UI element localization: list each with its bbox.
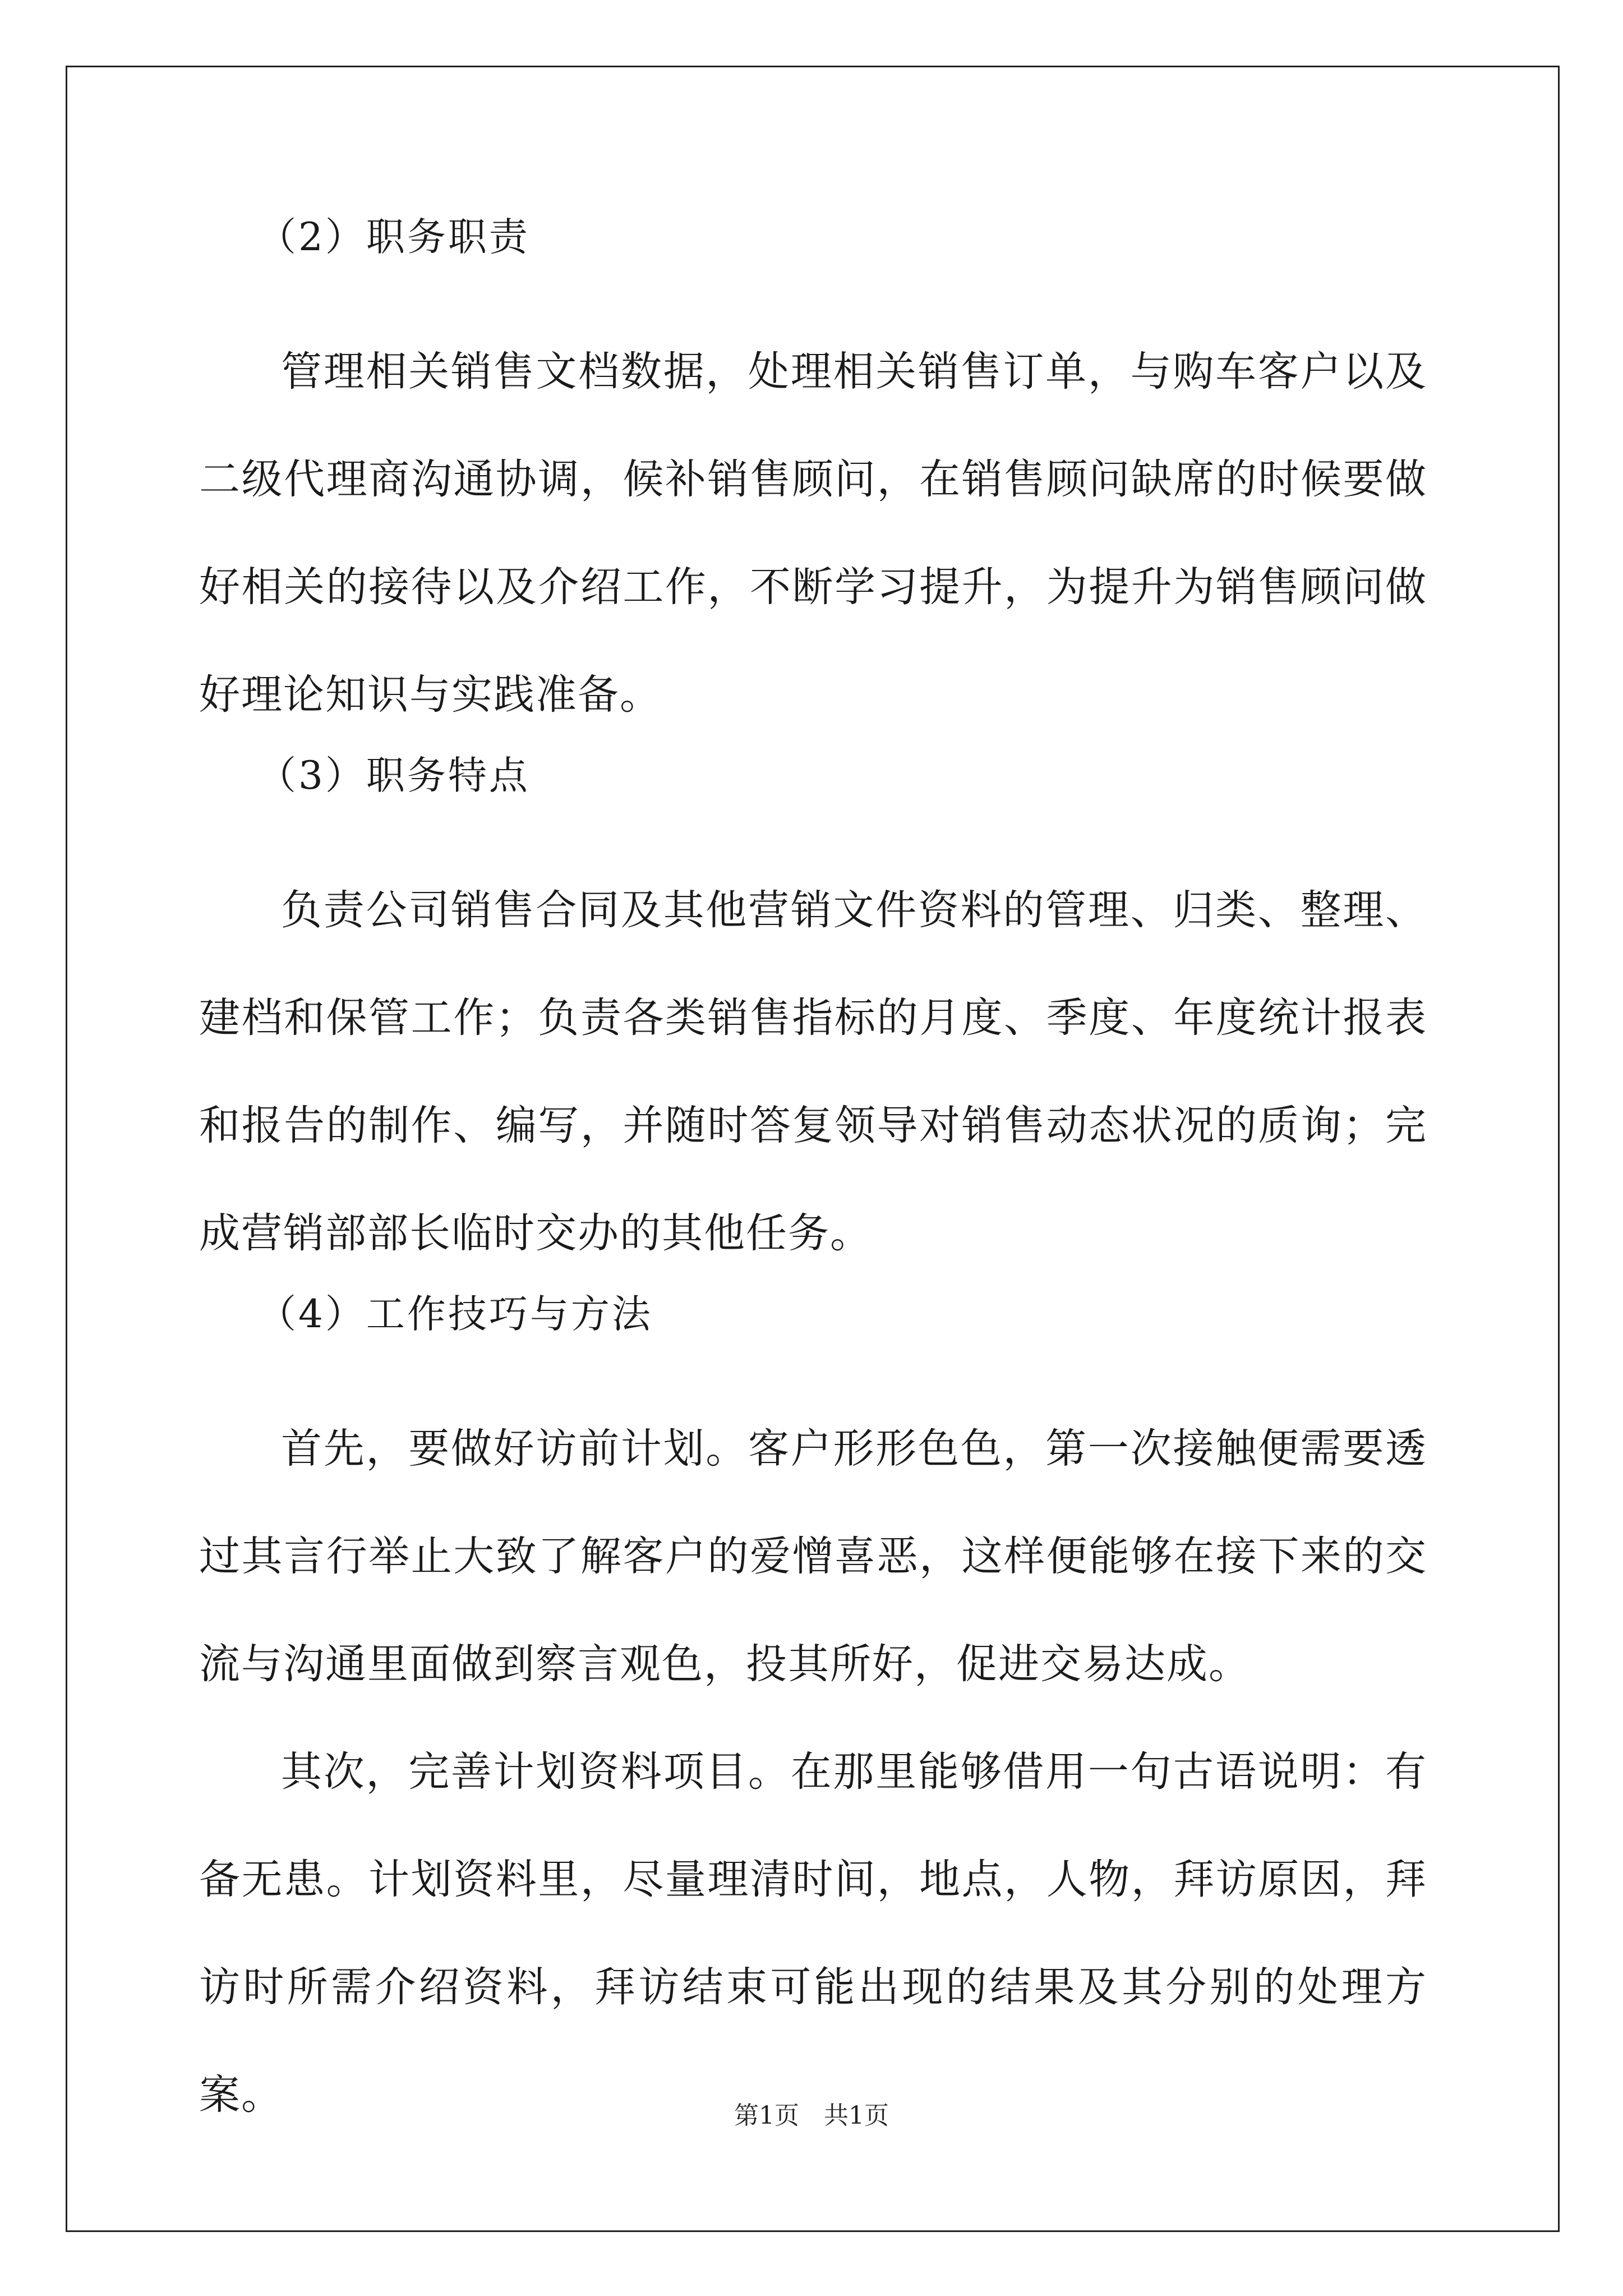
section-heading: （2）职务职责 <box>257 215 530 260</box>
paragraph: 首先，要做好访前计划。客户形形色色，第一次接触便需要透过其言行举止大致了解客户的爱憎喜恶，这样便能够在接下来的交流与沟通里面做到察言观色，投其所好，促进交易达成。 <box>199 1425 1427 1688</box>
section-heading: （3）职务特点 <box>257 753 530 798</box>
paragraph: 管理相关销售文档数据，处理相关销售订单，与购车客户以及二级代理商沟通协调，候补销售顾问，在销售顾问缺席的时候要做好相关的接待以及介绍工作，不断学习提升，为提升为销售顾问做好理论知识与实践准备。 <box>199 348 1427 719</box>
paragraph: 其次，完善计划资料项目。在那里能够借用一句古语说明：有备无患。计划资料里，尽量理清时间，地点，人物，拜访原因，拜访时所需介绍资料，拜访结束可能出现的结果及其分别的处理方案。 <box>199 1748 1427 2119</box>
paragraph: 负责公司销售合同及其他营销文件资料的管理、归类、整理、建档和保管工作；负责各类销售指标的月度、季度、年度统计报表和报告的制作、编写，并随时答复领导对销售动态状况的质询；完成营销部部长临时交办的其他任务。 <box>199 886 1427 1257</box>
document-body <box>199 210 1427 2149</box>
section-heading: （4）工作技巧与方法 <box>257 1292 653 1337</box>
page-number-footer: 第1页 共1页 <box>734 2101 889 2130</box>
